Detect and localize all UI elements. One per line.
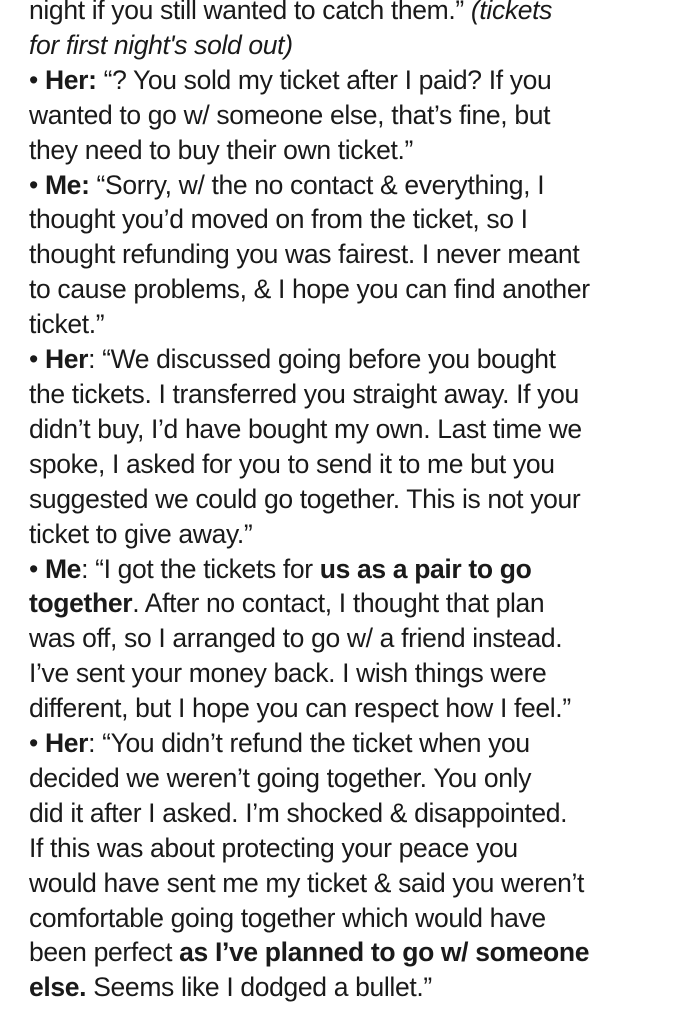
text-line bbox=[29, 412, 684, 447]
body-text: • bbox=[29, 344, 45, 375]
speaker-label: Me: bbox=[44, 169, 90, 200]
body-text: : “We discussed going before you bought bbox=[88, 344, 556, 375]
body-text: : “I got the tickets for bbox=[81, 553, 320, 584]
text-line bbox=[29, 28, 684, 63]
body-text: “Sorry, w/ the no contact & everything, I bbox=[89, 169, 545, 200]
speaker-label: Her bbox=[44, 728, 89, 759]
text-line bbox=[29, 307, 684, 342]
text-line bbox=[29, 691, 684, 726]
conversation-text bbox=[29, 0, 684, 1005]
body-text: ticket.” bbox=[29, 309, 105, 340]
aside-text: for first night's sold out) bbox=[29, 29, 293, 60]
body-text: • bbox=[29, 169, 45, 200]
aside-text: (tickets bbox=[470, 0, 553, 25]
body-text: night if you still wanted to catch them.” bbox=[29, 0, 471, 25]
body-text: the tickets. I transferred you straight away. If you bbox=[29, 378, 579, 409]
text-line bbox=[29, 935, 684, 970]
body-text: was off, so I arranged to go w/ a friend instead. bbox=[29, 623, 563, 654]
text-line bbox=[29, 586, 684, 621]
text-line bbox=[29, 202, 684, 237]
emphasis-text: else. bbox=[29, 972, 87, 1003]
body-text: did it after I asked. I’m shocked & disappointed. bbox=[29, 797, 568, 828]
body-text: thought you’d moved on from the ticket, so I bbox=[29, 204, 528, 235]
text-line bbox=[29, 970, 684, 1005]
body-text: they need to buy their own ticket.” bbox=[29, 134, 413, 165]
body-text: I’ve sent your money back. I wish things were bbox=[29, 658, 547, 689]
text-line bbox=[29, 796, 684, 831]
emphasis-text: as I’ve planned to go w/ someone bbox=[179, 937, 590, 968]
text-line bbox=[29, 0, 684, 28]
text-line bbox=[29, 133, 684, 168]
body-text: Seems like I dodged a bullet.” bbox=[86, 972, 432, 1003]
body-text: been perfect bbox=[29, 937, 180, 968]
emphasis-text: together bbox=[29, 588, 133, 619]
text-line bbox=[29, 726, 684, 761]
body-text: thought refunding you was fairest. I never meant bbox=[29, 239, 580, 270]
body-text: to cause problems, & I hope you can find another bbox=[29, 274, 590, 305]
text-line bbox=[29, 866, 684, 901]
text-line bbox=[29, 377, 684, 412]
text-line bbox=[29, 761, 684, 796]
body-text: “? You sold my ticket after I paid? If you bbox=[96, 64, 552, 95]
text-line bbox=[29, 237, 684, 272]
emphasis-text: us as a pair to go bbox=[319, 553, 532, 584]
body-text: : “You didn’t refund the ticket when you bbox=[88, 728, 530, 759]
speaker-label: Me bbox=[44, 553, 82, 584]
text-line bbox=[29, 621, 684, 656]
text-line bbox=[29, 656, 684, 691]
text-line bbox=[29, 447, 684, 482]
text-line bbox=[29, 342, 684, 377]
text-line bbox=[29, 482, 684, 517]
body-text: different, but I hope you can respect how I feel.” bbox=[29, 693, 571, 724]
body-text: • bbox=[29, 64, 45, 95]
body-text: comfortable going together which would have bbox=[29, 902, 546, 933]
text-line bbox=[29, 517, 684, 552]
body-text: ticket to give away.” bbox=[29, 518, 253, 549]
body-text: . After no contact, I thought that plan bbox=[132, 588, 545, 619]
text-line bbox=[29, 272, 684, 307]
text-line bbox=[29, 901, 684, 936]
speaker-label: Her bbox=[44, 344, 89, 375]
body-text: didn’t buy, I’d have bought my own. Last time we bbox=[29, 413, 582, 444]
body-text: wanted to go w/ someone else, that’s fine, but bbox=[29, 99, 551, 130]
body-text: • bbox=[29, 728, 45, 759]
text-line bbox=[29, 552, 684, 587]
body-text: decided we weren’t going together. You only bbox=[29, 762, 532, 793]
text-line bbox=[29, 98, 684, 133]
speaker-label: Her: bbox=[44, 64, 97, 95]
body-text: • bbox=[29, 553, 45, 584]
body-text: spoke, I asked for you to send it to me but you bbox=[29, 448, 555, 479]
body-text: If this was about protecting your peace you bbox=[29, 832, 518, 863]
text-line bbox=[29, 168, 684, 203]
body-text: would have sent me my ticket & said you weren’t bbox=[29, 867, 585, 898]
text-line bbox=[29, 63, 684, 98]
body-text: suggested we could go together. This is not your bbox=[29, 483, 581, 514]
text-line bbox=[29, 831, 684, 866]
